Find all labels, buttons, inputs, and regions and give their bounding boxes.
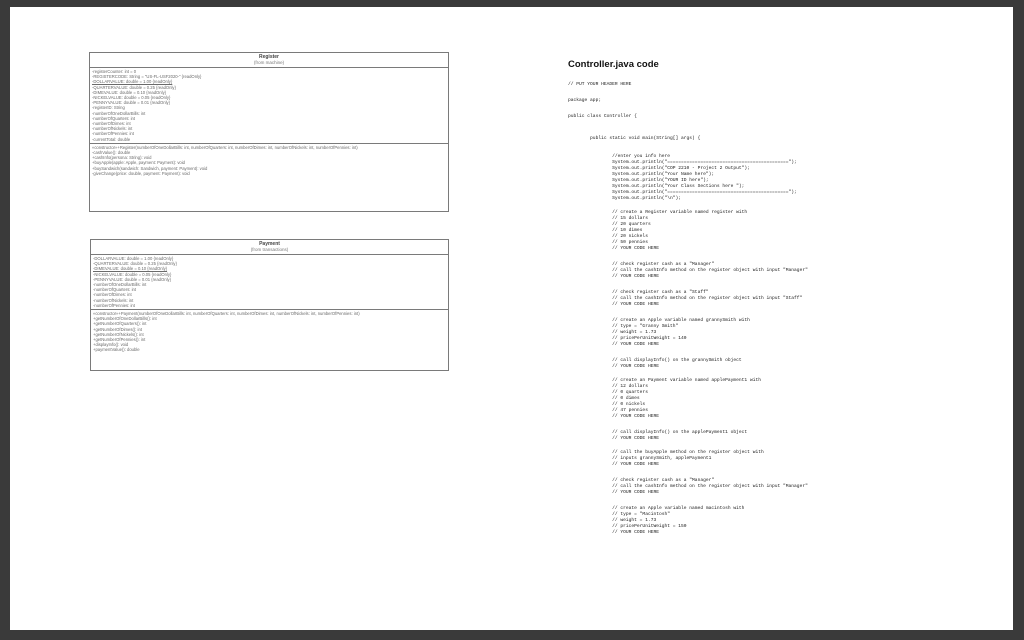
register-attribute: -NICKELVALUE: double = 0.05 {readOnly} (92, 95, 171, 101)
payment-method: +getNumberOfQuarters(): int (93, 321, 147, 327)
payment-attribute: -QUARTERVALUE: double = 0.25 {readOnly} (93, 261, 177, 267)
code-line: // 10 dimes (568, 228, 643, 233)
register-attribute: -numberOfQuarters: int (92, 115, 136, 121)
document-page (10, 7, 1013, 630)
payment-attribute: -numberOfDimes: int (93, 292, 132, 298)
register-attribute: -PENNYVALUE: double = 0.01 {readOnly} (92, 100, 171, 106)
code-title: Controller.java code (568, 59, 659, 70)
register-class-diagram (89, 52, 449, 212)
code-line: // inputs grannySmith, applePayment1 (568, 456, 712, 461)
code-line: // check register cash as a "Manager" (568, 262, 715, 267)
register-class-header (90, 53, 448, 68)
register-method: +cashInfo(persona: String): void (92, 155, 152, 161)
code-line: // YOUR CODE HERE (568, 302, 659, 307)
code-line: // create a Register variable named register with (568, 210, 748, 215)
code-line: public static void main(String[] args) { (568, 136, 701, 141)
code-line: // YOUR CODE HERE (568, 364, 659, 369)
code-line: // weight = 1.73 (568, 330, 657, 335)
payment-attribute: -PENNYVALUE: double = 0.01 {readOnly} (93, 276, 172, 282)
payment-method: +displayInfo(): void (93, 342, 129, 348)
payment-attribute: -DIMEVALUE: double = 0.10 {readOnly} (93, 266, 168, 272)
payment-attribute: -NICKELVALUE: double = 0.05 {readOnly} (93, 271, 172, 277)
register-attribute: -REGISTERCODE: String = "US-FL-USF2020-" {readOnly} (92, 74, 202, 80)
code-line: // call the buyApple method on the register object with (568, 450, 764, 455)
payment-class-header (91, 240, 448, 255)
code-line: System.out.println("YOUR ID here"); (568, 178, 709, 183)
payment-method: «constructor»+Payment(numberOfOneDollarBills: int, numberOfQuarters: int, numberOfDimes: int, numberOfNickels: int, numberOfPennies: int) (93, 311, 360, 317)
register-class-subtitle: (from machine) (253, 60, 285, 65)
code-line: // 15 dollars (568, 216, 648, 221)
code-line: // create an Payment variable named applePayment1 with (568, 378, 761, 383)
register-method: «constructor»+Register(numberOfOneDollarBills: int, numberOfQuarters: int, numberOfDimes: int, numberOfNickels: int, numberOfPennies: int) (92, 144, 358, 150)
payment-method: +paymentValue(): double (93, 347, 140, 353)
code-line: // call the cashInfo method on the register object with input "Staff" (568, 296, 803, 301)
code-line: System.out.println("Your Class Sections here "); (568, 184, 745, 189)
payment-attribute: -numberOfNickels: int (93, 297, 134, 303)
code-line: // type = "Macintosh" (568, 512, 670, 517)
payment-method: +getNumberOfNickels(): int (93, 331, 144, 337)
register-attribute: -numberOfOneDollarBills: int (92, 110, 146, 116)
code-line: // call the cashInfo method on the register object with input "Manager" (568, 268, 808, 273)
register-method: -cashValue(): double (92, 150, 131, 156)
register-methods (90, 143, 448, 177)
code-line: // YOUR CODE HERE (568, 462, 659, 467)
code-line: public class Controller { (568, 114, 637, 119)
register-attribute: -DIMEVALUE: double = 0.10 {readOnly} (92, 89, 167, 95)
register-attribute: -registerCounter: int = 0 (92, 69, 137, 74)
payment-attribute: -numberOfOneDollarBills: int (93, 282, 147, 288)
code-line: // create an Apple variable named macintosh with (568, 506, 745, 511)
code-line: // call the cashInfo method on the register object with input "Manager" (568, 484, 808, 489)
payment-attribute: -numberOfPennies: int (93, 302, 135, 308)
code-line: //enter you info here (568, 154, 670, 159)
code-line: // YOUR CODE HERE (568, 436, 659, 441)
payment-methods (91, 309, 448, 354)
payment-method: +getNumberOfDimes(): int (93, 326, 142, 332)
payment-class-subtitle: (from transactions) (250, 247, 289, 252)
code-line: // 50 pennies (568, 240, 648, 245)
register-method: +buySandwich(sandwich: Sandwich, payment: Payment): void (92, 165, 208, 171)
code-line: // 20 quarters (568, 222, 651, 227)
code-line: // 0 nickels (568, 402, 646, 407)
code-line: System.out.println("============================================"); (568, 160, 797, 165)
code-line: // PUT YOUR HEADER HERE (568, 82, 632, 87)
code-line: // 47 pennies (568, 408, 648, 413)
code-line: // 0 quarters (568, 390, 648, 395)
payment-class-title: Payment (259, 241, 280, 247)
code-line: // create an Apple variable named grannySmith with (568, 318, 750, 323)
register-attribute: -registerID: String (92, 105, 125, 111)
register-attribute: -DOLLARVALUE: double = 1.00 {readOnly} (92, 79, 173, 85)
payment-method: +getNumberOfPennies(): int (93, 337, 146, 343)
code-line: // YOUR CODE HERE (568, 342, 659, 347)
code-line: // call displayInfo() on the applePayment1 object (568, 430, 748, 435)
register-method: +buyApple(apple: Apple, payment: Payment): void (92, 160, 185, 166)
code-line: System.out.println("\n"); (568, 196, 682, 201)
code-line: // 20 nickels (568, 234, 648, 239)
code-line: // check register cash as a "Staff" (568, 290, 709, 295)
code-line: // YOUR CODE HERE (568, 530, 659, 535)
code-line: // call displayInfo() on the grannySmith object (568, 358, 742, 363)
register-method: -giveChange(price: double, payment: Payment): void (92, 170, 190, 176)
code-line: // check register cash as a "Manager" (568, 478, 715, 483)
code-line: System.out.println("COP 2210 - Project 2 Output"); (568, 166, 750, 171)
register-attribute: -QUARTERVALUE: double = 0.25 {readOnly} (92, 84, 176, 90)
code-line: // YOUR CODE HERE (568, 490, 659, 495)
register-attribute: -numberOfPennies: int (92, 131, 134, 137)
code-line: // 12 dollars (568, 384, 648, 389)
code-line: // YOUR CODE HERE (568, 414, 659, 419)
payment-method: +getNumberOfOneDollarBills(): int (93, 316, 157, 322)
code-line: // weight = 1.73 (568, 518, 657, 523)
code-line: // pricePerUnitWeight = 150 (568, 524, 687, 529)
register-attributes (90, 68, 448, 143)
code-line: // YOUR CODE HERE (568, 246, 659, 251)
payment-attribute: -DOLLARVALUE: double = 1.00 {readOnly} (93, 256, 174, 261)
controller-code-section (568, 59, 988, 535)
register-attribute: -numberOfNickels: int (92, 126, 133, 132)
code-line: // pricePerUnitWeight = 140 (568, 336, 687, 341)
code-line: System.out.println("Your Name here"); (568, 172, 715, 177)
code-line: package app; (568, 98, 602, 103)
register-class-title: Register (258, 54, 279, 60)
code-line: System.out.println("============================================"); (568, 190, 797, 195)
code-line: // 0 dimes (568, 396, 640, 401)
payment-attribute: -numberOfQuarters: int (93, 287, 137, 293)
code-line: // type = "Granny Smith" (568, 324, 679, 329)
payment-attributes (91, 255, 448, 309)
register-attribute: -numberOfDimes: int (92, 121, 131, 127)
payment-class-diagram (90, 239, 449, 371)
register-attribute: -currentTotal: double (92, 136, 131, 142)
code-line: // YOUR CODE HERE (568, 274, 659, 279)
